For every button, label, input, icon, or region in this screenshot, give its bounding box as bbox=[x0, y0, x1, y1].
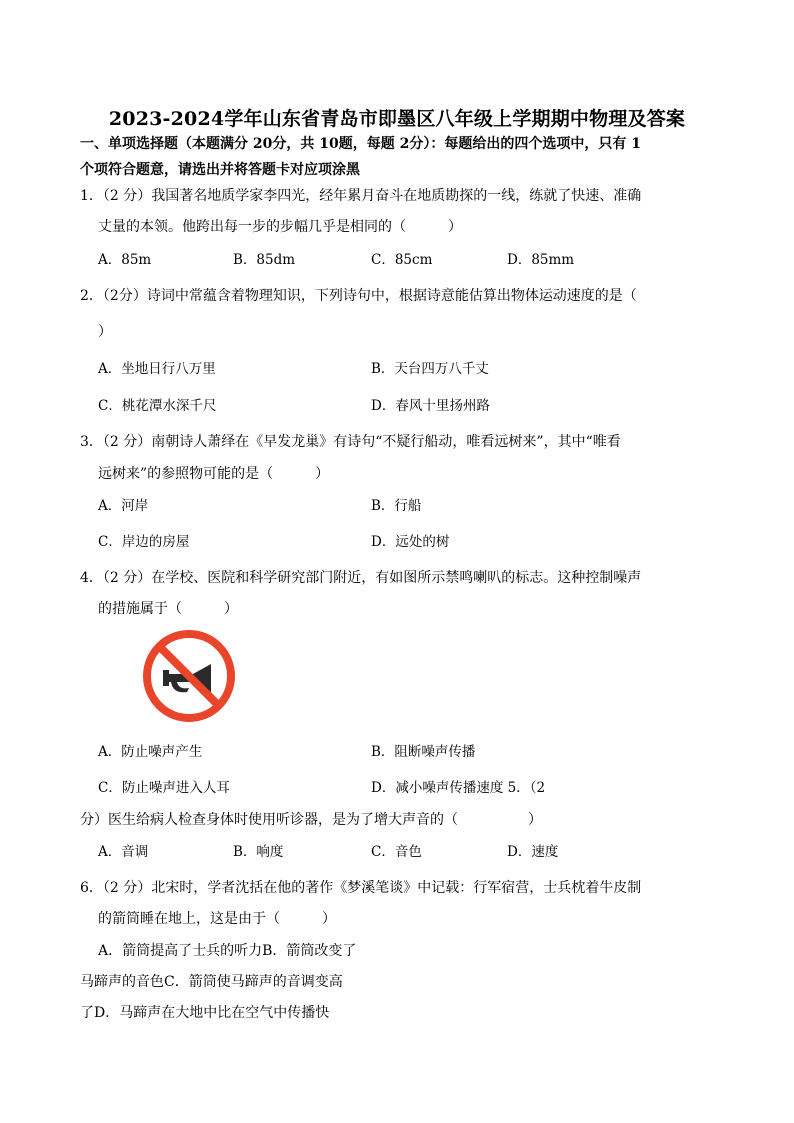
q3-option-d: D．远处的树 bbox=[371, 534, 450, 550]
q6-options-line3: 了D．马蹄声在大地中比在空气中传播快 bbox=[80, 1005, 330, 1021]
q5-stem-line1: 分）医生给病人检查身体时使用听诊器，是为了增大声音的（ ） bbox=[80, 812, 542, 828]
q2-option-b: B．天台四万八千丈 bbox=[371, 361, 489, 377]
q4-option-c: C．防止噪声进入人耳 bbox=[98, 780, 230, 796]
q2-stem-line2: ） bbox=[98, 324, 112, 340]
q3-stem-line1: 3．（2 分）南朝诗人萧绎在《早发龙巢》有诗句“不疑行船动，唯看远树来”，其中“唯看 bbox=[80, 434, 621, 450]
q1-stem-line2: 丈量的本领。他跨出每一步的步幅几乎是相同的（ ） bbox=[98, 219, 462, 235]
q2-option-a: A．坐地日行八万里 bbox=[98, 361, 216, 377]
q6-stem-line1: 6．（2 分）北宋时，学者沈括在他的著作《梦溪笔谈》中记载：行军宿营，士兵枕着牛皮制 bbox=[80, 880, 642, 896]
q5-option-a: A．音调 bbox=[98, 844, 149, 860]
q6-options-line2: 马蹄声的音色C．箭筒使马蹄声的音调变高 bbox=[80, 974, 343, 990]
q3-stem-line2: 远树来”的参照物可能的是（ ） bbox=[98, 466, 330, 482]
q4-stem-line2: 的措施属于（ ） bbox=[98, 601, 238, 617]
q6-stem-line2: 的箭筒睡在地上，这是由于（ ） bbox=[98, 911, 336, 927]
q4-option-a: A．防止噪声产生 bbox=[98, 744, 203, 760]
q1-stem-line1: 1．（2 分）我国著名地质学家李四光，经年累月奋斗在地质勘探的一线，练就了快速、准确 bbox=[80, 188, 642, 204]
section-heading-line1: 一、单项选择题（本题满分 20分，共 10题，每题 2分）：每题给出的四个选项中，只有 1 bbox=[80, 136, 641, 152]
q5-option-c: C．音色 bbox=[371, 844, 422, 860]
q2-option-d: D．春风十里扬州路 bbox=[371, 398, 490, 414]
q1-option-d: D．85mm bbox=[507, 252, 575, 268]
no-horn-sign-icon bbox=[141, 628, 237, 724]
q3-option-c: C．岸边的房屋 bbox=[98, 534, 190, 550]
q3-option-b: B．行船 bbox=[371, 498, 422, 514]
q2-stem-line1: 2．（2分）诗词中常蕴含着物理知识，下列诗句中，根据诗意能估算出物体运动速度的是（ bbox=[80, 288, 637, 304]
q4-stem-line1: 4．（2 分）在学校、医院和科学研究部门附近，有如图所示禁鸣喇叭的标志。这种控制噪声 bbox=[80, 570, 642, 586]
q3-option-a: A．河岸 bbox=[98, 498, 149, 514]
q2-option-c: C．桃花潭水深千尺 bbox=[98, 398, 217, 414]
page-title: 2023-2024学年山东省青岛市即墨区八年级上学期期中物理及答案 bbox=[108, 108, 686, 130]
q4-option-d: D．减小噪声传播速度 5．（2 bbox=[371, 780, 546, 796]
section-heading-line2: 个项符合题意，请选出并将答题卡对应项涂黑 bbox=[80, 162, 360, 178]
q6-options-line1: A．箭筒提高了士兵的听力B．箭筒改变了 bbox=[98, 943, 357, 959]
q1-option-a: A．85m bbox=[98, 252, 152, 268]
q4-option-b: B．阻断噪声传播 bbox=[371, 744, 476, 760]
q1-option-b: B．85dm bbox=[233, 252, 296, 268]
q5-option-d: D．速度 bbox=[507, 844, 559, 860]
q1-option-c: C．85cm bbox=[371, 252, 433, 268]
q5-option-b: B．响度 bbox=[233, 844, 284, 860]
